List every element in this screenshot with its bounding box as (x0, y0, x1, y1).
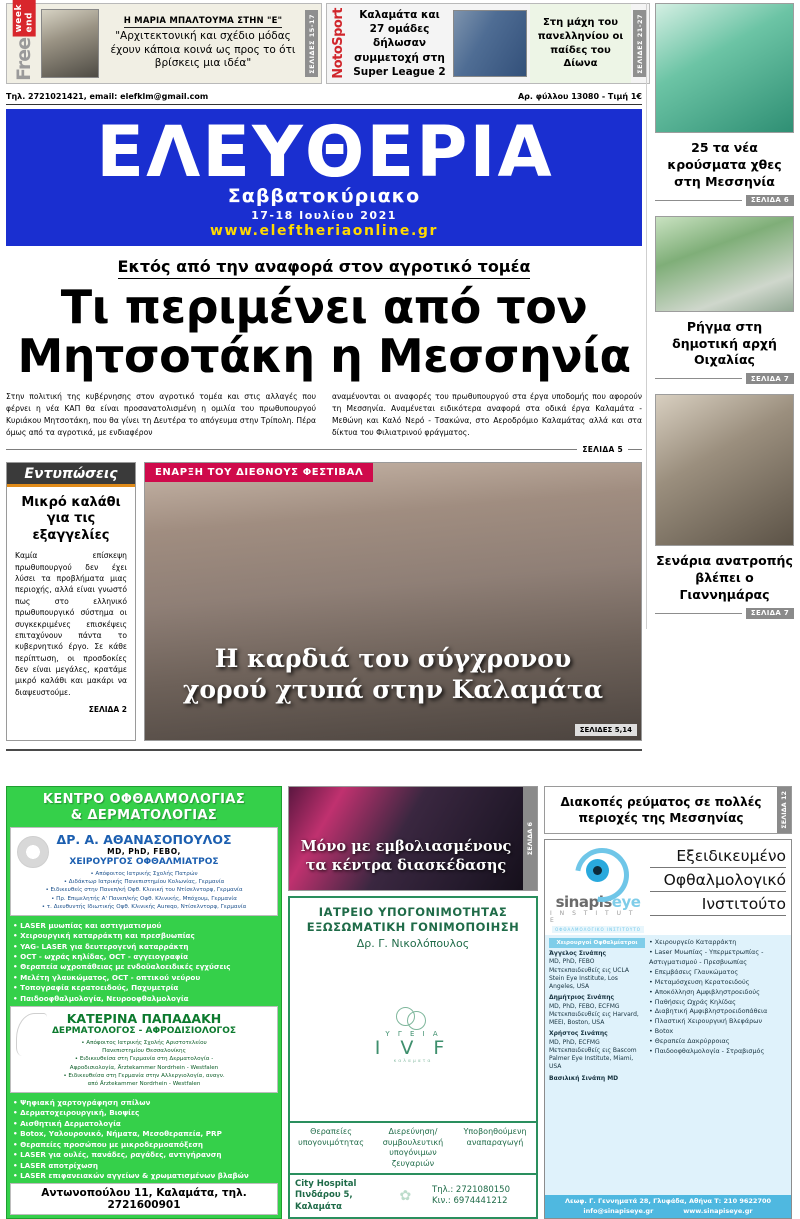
nightclub-caption (289, 838, 523, 876)
power-cuts-line-1: Διακοπές ρεύματος σε πολλές (560, 794, 762, 809)
sinapis-service-9: • Botox (649, 1027, 674, 1036)
lead-column-left: Στην πολιτική της κυβέρνησης στον αγροτικό τομέα και στις αλλαγές που φέρνει η νέα ΚΑΠ θα είναι προσανατολισμένη η ομιλία του πρωθυπουργού Κυριάκου Μητσοτάκη, που θα γίνει τη Δευτέρα το απόγευμα στην Τρίπολη. Πέρα όμως από τα αγροτικά, με ενδιαφέρον (6, 392, 316, 437)
promo-sport[interactable] (326, 3, 650, 84)
doctor2-qual-6: από Ärztekammer Nordrhein - Westfalen (87, 1080, 201, 1087)
logo-letter-7: Ρ (416, 111, 468, 193)
doctor1-service-8: • Παιδοοφθαλμολογία, Νευροοφθαλμολογία (13, 993, 189, 1003)
ivf-phones (432, 1185, 531, 1208)
clinic-title-line-1: ΚΕΝΤΡΟ ΟΦΘΑΛΜΟΛΟΓΙΑΣ (42, 792, 246, 807)
doctor1-service-7: • Τοπογραφία κερατοειδούς, Παχυμετρία (13, 983, 179, 993)
power-cuts-text (545, 794, 777, 826)
logo-letter-3: Ε (202, 111, 251, 193)
sinapis-doctor-2 (549, 994, 645, 1027)
doctor1-services (10, 919, 278, 1007)
town-hall-photo (655, 216, 794, 312)
rings-icon (396, 1007, 430, 1029)
sinapis-doctor-3 (549, 1030, 645, 1071)
sinapis-service-8: • Πλαστική Χειρουργική Βλεφάρων (649, 1017, 763, 1026)
sinapis-doctor-2-extra: Μετεκπαιδευθείς εις Harvard, MEEI, Boston, USA (549, 1010, 639, 1027)
promo-free-text (103, 4, 303, 83)
clinic-doctor1-card (10, 827, 278, 916)
logo-letter-9: Α (497, 111, 552, 193)
ivf-title (290, 898, 536, 935)
doctor2-service-5: • Θεραπείες προσώπου με μικροδερμοαπόξεση (13, 1139, 204, 1149)
notosport-logo: NotoSport (330, 8, 346, 79)
promo-sport-pages-tag: ΣΕΛΙΔΕΣ 21-27 (633, 10, 646, 77)
sinapis-service-3: • Επεμβάσεις Γλαυκώματος (649, 967, 739, 976)
doctor1-service-1: • LASER μυωπίας και αστιγματισμού (13, 920, 162, 930)
clinic-address: Αντωνοπούλου 11, Καλαμάτα, τηλ. 2721600901 (10, 1183, 278, 1215)
headline-line-2: Μητσοτάκη η Μεσσηνία (17, 329, 631, 384)
story-lead (6, 391, 642, 438)
sinapis-body (545, 935, 791, 1195)
sinapis-services (649, 938, 787, 1192)
rail-page-bar-1 (655, 195, 794, 206)
ivf-logo (290, 950, 536, 1122)
rule-line (655, 200, 742, 201)
main-column (6, 92, 642, 757)
face-profile-icon (16, 1013, 47, 1056)
doctor2-service-1: • Ψηφιακή χαρτογράφηση σπίλων (13, 1097, 151, 1107)
sinapis-service-1: • Χειρουργείο Καταρράκτη (649, 938, 737, 946)
rule-dash (628, 449, 642, 450)
festival-caption-line-2: χορού χτυπά στην Καλαμάτα (182, 675, 604, 705)
sinapis-doctors (549, 938, 645, 1192)
doctor2-service-3: • Αισθητική Δερματολογία (13, 1118, 121, 1128)
sinapis-doctor-1-name: Άγγελος Σινάπης (549, 950, 607, 957)
sinapis-doctor-4 (549, 1075, 645, 1083)
soccer-photo (453, 10, 527, 77)
power-cuts-page-tag: ΣΕΛΙΔΑ 12 (777, 787, 791, 833)
rail-caption-3: Σενάρια ανατροπής βλέπει ο Γιαννημάρας (656, 553, 793, 602)
sinapis-service-4: • Μεταμόσχευση Κερατοειδούς (649, 977, 750, 986)
ivf-logo-sub: καλαματα (393, 1059, 433, 1065)
ivf-service-3: Υποβοηθούμενη αναπαραγωγή (463, 1127, 527, 1147)
doctor1-credentials: MD, PhD, FEBO, (107, 847, 181, 857)
nightclub-caption-line-1: Μόνο με εμβολιασμένους (300, 838, 512, 856)
logo-letter-5: Θ (304, 111, 365, 193)
doctor1-name: ΔΡ. Α. ΑΘΑΝΑΣΟΠΟΥΛΟΣ (56, 832, 232, 848)
rail-caption-2: Ρήγμα στη δημοτική αρχή Οιχαλίας (672, 318, 777, 368)
story-page-reference (6, 445, 642, 454)
contact-info: Τηλ. 2721021421, email: elefklm@gmail.com (6, 92, 209, 101)
doctor2-service-7: • LASER αποτρίχωση (13, 1160, 99, 1170)
sinapis-service-7: • Διαβητική Αμφιβληστροειδοπάθεια (649, 1007, 768, 1016)
doctor2-qual-5: • Ειδικευθείσα στη Γερμανία στην Αλλεργιολογία, αναγν. (63, 1072, 225, 1079)
ivf-leaf-icon: ✿ (399, 1187, 412, 1204)
doctor2-qual-3: • Ειδικευθείσα στη Γερμανία στη Δερματολογία - (74, 1056, 214, 1063)
doctor1-qual-1: • Απόφοιτος Ιατρικής Σχολής Πατρών (90, 871, 198, 878)
doctor2-services (10, 1096, 278, 1184)
sinapis-service-5: • Αποκόλληση Αμφιβληστροειδούς (649, 987, 760, 996)
right-ad-column (544, 786, 792, 1219)
weekend-badge: week end (13, 0, 36, 36)
festival-caption (145, 643, 641, 706)
ivf-phone-2: Κιν.: 6974441212 (432, 1196, 508, 1207)
sinapis-service-11: • Παιδοοφθαλμολογία - Στραβισμός (649, 1047, 765, 1056)
sinapis-address: Λεωφ. Γ. Γεννηματά 28, Γλυφάδα, Αθήνα Τ: 210 9622700 (564, 1196, 772, 1205)
festival-photo[interactable] (144, 462, 642, 741)
sinapis-doctor-3-extra: Μετεκπαιδευθείς εις Bascom Palmer Eye Institute, Miami, USA (549, 1046, 637, 1071)
clinic-doctor2-card (10, 1006, 278, 1093)
giannimaras-portrait (655, 394, 794, 546)
eye-icon (17, 836, 49, 868)
sinapis-website[interactable]: www.sinapiseye.gr (683, 1206, 753, 1215)
promo-sport-right-text: Στη μάχη του πανελληνίου οι παίδες του Δίωνα (530, 4, 631, 83)
ivf-title-line-2: ΕΞΩΣΩΜΑΤΙΚΗ ΓΟΝΙΜΟΠΟΙΗΣΗ (306, 919, 520, 934)
impressions-title: Μικρό καλάθι για τις εξαγγελίες (21, 494, 121, 544)
doctor1-qual-5: • τ. Διευθυντής Ιδιωτικής Οφθ. Κλινικής Aureqo, Ντίσελντορφ, Γερμανία (41, 903, 247, 910)
clinic-title-line-2: & ΔΕΡΜΑΤΟΛΟΓΙΑΣ (70, 807, 218, 823)
festival-label: ΕΝΑΡΞΗ ΤΟΥ ΔΙΕΘΝΟΥΣ ΦΕΣΤΙΒΑΛ (145, 463, 373, 482)
sinapis-footer (545, 1195, 791, 1219)
doctor1-service-4: • OCT - ωχράς κηλίδας, OCT - αγγειογραφία (13, 952, 189, 962)
masthead-url[interactable]: www.eleftheriaonline.gr (209, 223, 439, 239)
promo-free-quote: "Αρχιτεκτονική και σχέδιο μόδας έχουν κάποια κοινά ως προς το ότι βρίσκεις μια ιδέα" (110, 29, 296, 70)
doctor2-service-4: • Botox, Υαλουρονικό, Νήματα, Μεσοθεραπεία, PRP (13, 1129, 222, 1139)
sinapis-brand (550, 846, 646, 933)
headline-line-1: Τι περιμένει από τον (60, 280, 588, 334)
logo-letter-6: Ε (366, 111, 415, 193)
doctor2-qualifications (16, 1039, 272, 1088)
rule-line (6, 449, 577, 450)
sinapis-title-line-1: Εξειδικευμένο (650, 846, 786, 868)
doctor2-role: ΔΕΡΜΑΤΟΛΟΓΟΣ - ΑΦΡΟΔΙΣΙΟΛΟΓΟΣ (51, 1026, 237, 1037)
sinapis-doctor-3-cred: MD, PhD, ECFMG (549, 1038, 600, 1046)
clinic-ad-title (10, 790, 278, 827)
middle-ad-column (288, 786, 538, 1219)
sinapis-header (545, 840, 791, 935)
masthead-logo (6, 111, 642, 193)
ivf-logo-top: Υ Γ Ε Ι Α (385, 1030, 441, 1039)
sinapis-email[interactable]: info@sinapiseye.gr (583, 1206, 654, 1215)
sinapis-doctor-3-name: Χρήστος Σινάπης (549, 1030, 608, 1038)
sinapis-brand-greek: ΟΦΘΑΛΜΟΛΟΓΙΚΟ ΙΝΣΤΙΤΟΥΤΟ (552, 926, 644, 933)
nightclub-photo[interactable] (288, 786, 538, 891)
promo-free-weekend[interactable] (6, 3, 322, 84)
doctor1-qual-2: • Διδάκτωρ Ιατρικής Πανεπιστημίου Κολωνίας, Γερμανία (63, 879, 225, 886)
masthead-date: 17-18 Ιουλίου 2021 (251, 209, 397, 222)
doctor2-qual-1: • Απόφοιτος Ιατρικής Σχολής Αριστοτελείου (81, 1040, 207, 1047)
impressions-body: Καμία επίσκεψη πρωθυπουργού δεν έχει λύσει τα προβλήματα μιας περιοχής, αλλά είναι γνωστό πως στο ελληνικό πρωθυπουργικό σύστημα οι συγκεκριμένες επισκέψεις επιταχύνουν πάντα το κυβερνητικό έργο. Σε κάθε περίπτωση, οι προσδοκίες δεν είναι μεγάλες, κρατάμε μικρό καλάθι και μακάρι να διαψευστούμε. (15, 551, 127, 697)
doctor1-qual-4: • Πρ. Επιμελητής Α' Πανεπ/κής Οφθ. Κλινικής, Μπόχουμ, Γερμανία (51, 895, 237, 902)
sinapis-doctor-1-extra: Μετεκπαιδευθείς εις UCLA Stein Eye Institute, Los Angeles, USA (549, 966, 630, 991)
advertisement-row (6, 786, 794, 1219)
logo-letter-1: Ε (96, 111, 145, 193)
doctor2-name: ΚΑΤΕΡΙΝΑ ΠΑΠΑΔΑΚΗ (66, 1011, 222, 1027)
feature-row (6, 462, 642, 741)
doctor2-service-8: • LASER επιφανειακών αγγείων & χρωματισμένων βλαβών (13, 1170, 249, 1180)
sinapis-doctor-1-cred: MD, PhD, FEBO (549, 958, 595, 966)
sinapis-doctor-2-cred: MD, PhD, FEBO, ECFMG (549, 1002, 620, 1010)
logo-letter-8: Ι (469, 111, 496, 193)
rail-page-tag-2: ΣΕΛΙΔΑ 7 (746, 373, 794, 384)
promo-free-headline: Η ΜΑΡΙΑ ΜΠΑΛΤΟΥΜΑ ΣΤΗΝ "Ε" (123, 15, 283, 26)
ivf-logo-main: I V F (374, 1037, 452, 1060)
sinapis-doctor-1 (549, 950, 645, 991)
rail-page-bar-2 (655, 373, 794, 384)
doctor2-service-2: • Δερματοχειρουργική, Βιοψίες (13, 1108, 140, 1118)
sinapis-doctor-2-name: Δημήτριος Σινάπης (549, 994, 615, 1002)
nightclub-caption-line-2: τα κέντρα διασκέδασης (305, 857, 507, 875)
issue-info: Αρ. φύλλου 13080 - Τιμή 1€ (517, 92, 642, 101)
ivf-service-2: Διερεύνηση/ συμβουλευτική υπογόνιμων ζευγαριών (382, 1127, 444, 1168)
ivf-contact (290, 1175, 536, 1217)
sinapis-brand-sub: I N S T I T U T E (550, 910, 636, 924)
impressions-page-tag: ΣΕΛΙΔΑ 2 (88, 705, 127, 715)
ad-eye-derm-clinic[interactable] (6, 786, 282, 1219)
doctor1-service-6: • Μελέτη γλαυκώματος, OCT - οπτικού νεύρου (13, 972, 201, 982)
promo-free-pages-tag: ΣΕΛΙΔΕΣ 15-17 (305, 10, 318, 77)
eye-logo-icon (571, 846, 625, 894)
free-weekend-logo (7, 4, 41, 83)
sinapis-service-10: • Θεραπεία Δακρύρροιας (649, 1037, 730, 1046)
sinapis-title (650, 846, 786, 933)
maria-baltouma-photo (41, 9, 99, 78)
doctor1-qualifications (16, 870, 272, 911)
ad-ivf-clinic[interactable] (288, 896, 538, 1219)
lead-column-right: αναμένονται οι αναφορές του πρωθυπουργού στα έργα υποδομής που αφορούν τη Μεσσηνία. Αναμένεται ειδικότερα αναφορά στα οδικά έργα Καλαμάτα - Μεθώνη και Καλό Νερό - Τσακώνα, στο Αεροδρόμιο Καλαμάτας αλλά και στα δίκτυα του Φιλιατρινού φράγματος. (332, 392, 642, 437)
sinapis-contact-row (545, 1207, 791, 1217)
ad-sinapis-eye[interactable] (544, 839, 792, 1219)
impressions-box[interactable] (6, 462, 136, 741)
masthead-subtitle: Σαββατοκύριακο (227, 185, 421, 207)
story-page-tag: ΣΕΛΙΔΑ 5 (582, 444, 623, 454)
doctor1-service-5: • Θεραπεία ωχροπάθειας με ενδοϋαλοειδικές εγχύσεις (13, 962, 231, 972)
rail-page-tag-1: ΣΕΛΙΔΑ 6 (746, 195, 794, 206)
story-headline (6, 280, 642, 384)
rule-line (655, 378, 742, 379)
sinapis-doctors-header: Χειρουργοί Οφθαλμίατροι (549, 938, 645, 948)
ivf-title-line-1: ΙΑΤΡΕΙΟ ΥΠΟΓΟΝΙΜΟΤΗΤΑΣ (318, 905, 508, 919)
free-label: Free (12, 38, 35, 81)
ivf-address: City Hospital Πινδάρου 5, Καλαμάτα (295, 1178, 357, 1212)
rail-page-tag-3: ΣΕΛΙΔΑ 7 (746, 608, 794, 619)
doctor2-service-6: • LASER για ουλές, πανάδες, ραγάδες, αντιγήρανση (13, 1150, 222, 1160)
masthead (6, 109, 642, 246)
sinapis-brand-name: sinapiseye (555, 893, 641, 911)
doctor1-service-2: • Χειρουργική καταρράκτη και πρεσβυωπίας (13, 931, 195, 941)
power-cuts-line-2: περιοχές της Μεσσηνίας (578, 811, 744, 825)
doctor2-qual-2: Πανεπιστημίου Θεσσαλονίκης (102, 1048, 186, 1055)
ivf-phone-1: Τηλ.: 2721080150 (432, 1184, 510, 1195)
festival-page-tag: ΣΕΛΙΔΕΣ 5,14 (575, 724, 637, 736)
ivf-doctor-name: Δρ. Γ. Νικολόπουλος (356, 936, 470, 950)
sinapis-title-line-3: Ινστιτούτο (650, 894, 786, 916)
doctor1-role: ΧΕΙΡΟΥΡΓΟΣ ΟΦΘΑΛΜΙΑΤΡΟΣ (69, 857, 219, 868)
right-rail (646, 3, 794, 629)
festival-caption-line-1: Η καρδιά του σύγχρονου (214, 644, 572, 673)
doctor2-qual-4: Αφροδισιολογία, Ärztekammer Nordrhein - Westfalen (69, 1064, 219, 1071)
sinapis-service-2: • Laser Μυωπίας - Υπερμετρωπίας - Αστιγματισμού - Πρεσβυωπίας (649, 947, 764, 966)
section-divider (6, 749, 642, 751)
ivf-service-1: Θεραπείες υπογονιμότητας (298, 1127, 364, 1147)
power-cuts-box[interactable] (544, 786, 792, 834)
nightclub-page-tag: ΣΕΛΙΔΑ 6 (523, 787, 537, 890)
rail-page-bar-3 (655, 608, 794, 619)
story-kicker: Εκτός από την αναφορά στον αγροτικό τομέα (6, 257, 642, 276)
logo-letter-4: Υ (252, 111, 303, 193)
doctor1-service-3: • YAG- LASER για δευτερογενή καταρράκτη (13, 941, 189, 951)
logo-letter-2: Λ (146, 111, 201, 193)
sinapis-doctor-4-name: Βασιλική Σινάπη MD (549, 1074, 619, 1082)
covid-photo (655, 3, 794, 133)
rail-caption-1: 25 τα νέα κρούσματα χθες στη Μεσσηνία (667, 140, 782, 189)
sinapis-service-6: • Παθήσεις Ωχράς Κηλίδας (649, 997, 736, 1006)
doctor1-qual-3: • Ειδικευθείς στην Πανεπ/κή Οφθ. Κλινική του Ντίσελντορφ, Γερμανία (45, 887, 243, 894)
rule-line (655, 613, 742, 614)
ivf-services (290, 1121, 536, 1175)
impressions-section-title: Εντυπώσεις (7, 463, 135, 487)
promo-sport-left-text: Καλαμάτα και 27 ομάδες δήλωσαν συμμετοχή στη Super League 2 (353, 8, 446, 78)
info-line (6, 92, 642, 105)
sinapis-title-line-2: Οφθαλμολογικό (650, 870, 786, 892)
